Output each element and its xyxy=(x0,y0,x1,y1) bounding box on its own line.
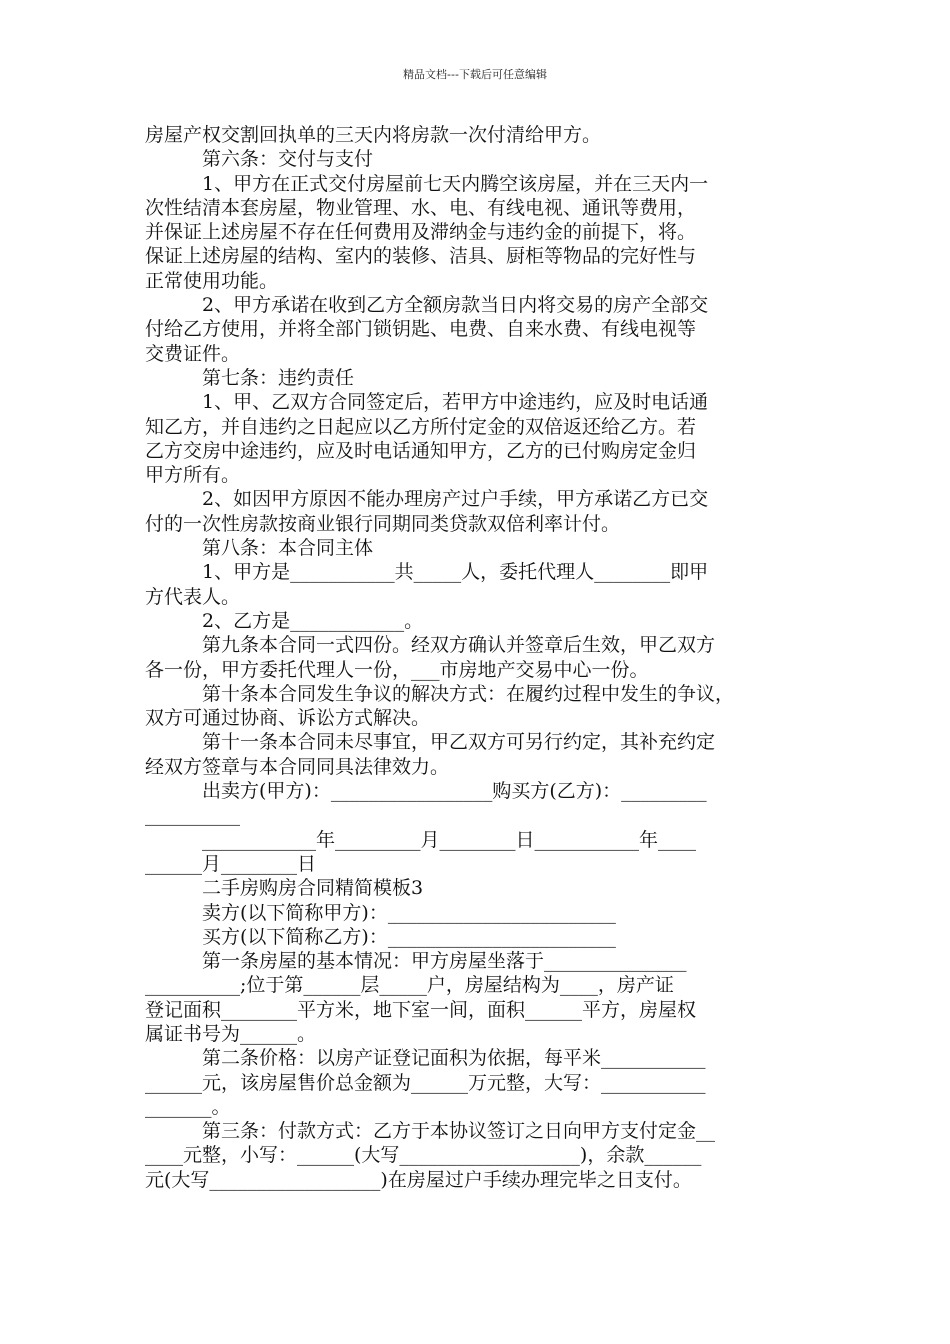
text-line: 1、甲方在正式交付房屋前七天内腾空该房屋，并在三天内一 xyxy=(202,172,709,195)
document-body xyxy=(145,123,810,1192)
text-line: 2、如因甲方原因不能办理房产过户手续，甲方承诺乙方已交 xyxy=(202,488,709,511)
text-line: 属证书号为______。 xyxy=(145,1022,317,1045)
text-line: 正常使用功能。 xyxy=(145,269,279,292)
text-line: ______元，该房屋售价总金额为______万元整，大写：___________ xyxy=(145,1071,706,1094)
text-line: ______月________日 xyxy=(145,852,317,875)
text-line: 1、甲、乙双方合同签定后，若甲方中途违约，应及时电话通 xyxy=(202,391,709,414)
text-line: ____元整，小写：______(大写___________________)，余款______ xyxy=(145,1144,702,1167)
text-line: 第十一条本合同未尽事宜，甲乙双方可另行约定，其补充约定 xyxy=(202,731,716,754)
text-line: 第十条本合同发生争议的解决方式：在履约过程中发生的争议， xyxy=(202,682,735,705)
text-line: 经双方签章与本合同同具法律效力。 xyxy=(145,755,450,778)
text-line: 买方(以下简称乙方)：________________________ xyxy=(202,925,616,948)
text-line: 次性结清本套房屋，物业管理、水、电、有线电视、通讯等费用， xyxy=(145,196,697,219)
text-line: 第三条：付款方式：乙方于本协议签订之日向甲方支付定金__ xyxy=(202,1120,716,1143)
text-line: 第一条房屋的基本情况：甲方房屋坐落于_______________ xyxy=(202,950,687,973)
text-line: 保证上述房屋的结构、室内的装修、洁具、厨柜等物品的完好性与 xyxy=(145,245,697,268)
text-line: 第七条：违约责任 xyxy=(202,366,355,389)
text-line: 出卖方(甲方)：_________________购买方(乙方)：_________ xyxy=(202,780,707,803)
text-line: 双方可通过协商、诉讼方式解决。 xyxy=(145,707,431,730)
text-line: 二手房购房合同精简模板3 xyxy=(202,877,424,900)
text-line: 第九条本合同一式四份。经双方确认并签章后生效，甲乙双方 xyxy=(202,634,716,657)
text-line: ____________年_________月________日___________年____ xyxy=(202,828,697,851)
text-line: 2、乙方是____________。 xyxy=(202,609,424,632)
text-line: _______。 xyxy=(145,1095,231,1118)
text-line: __________ xyxy=(145,804,240,827)
text-line: 第二条价格：以房产证登记面积为依据，每平米___________ xyxy=(202,1047,706,1070)
text-line: 登记面积________平方米，地下室一间，面积______平方，房屋权 xyxy=(145,998,697,1021)
text-line: 房屋产权交割回执单的三天内将房款一次付清给甲方。 xyxy=(145,124,602,146)
text-line: 1、甲方是___________共_____人，委托代理人________即甲 xyxy=(202,561,709,584)
text-line: 方代表人。 xyxy=(145,585,241,608)
text-line: 2、甲方承诺在收到乙方全额房款当日内将交易的房产全部交 xyxy=(202,294,709,317)
text-line: __________;位于第______层_____户，房屋结构为____，房产证 xyxy=(145,974,674,997)
text-line: 知乙方，并自违约之日起应以乙方所付定金的双倍返还给乙方。若 xyxy=(145,415,697,438)
text-line: 并保证上述房屋不存在任何费用及滞纳金与违约金的前提下，将。 xyxy=(145,221,697,244)
page-header: 精品文档---下载后可任意编辑 xyxy=(403,68,547,81)
text-line: 第八条：本合同主体 xyxy=(202,537,374,560)
text-line: 交费证件。 xyxy=(145,342,241,365)
text-line: 付的一次性房款按商业银行同期同类贷款双倍利率计付。 xyxy=(145,512,621,535)
text-line: 乙方交房中途违约，应及时电话通知甲方，乙方的已付购房定金归 xyxy=(145,439,697,462)
text-line: 甲方所有。 xyxy=(145,464,241,487)
text-line: 卖方(以下简称甲方)：________________________ xyxy=(202,901,616,924)
text-line: 付给乙方使用，并将全部门锁钥匙、电费、自来水费、有线电视等 xyxy=(145,318,697,341)
text-line: 各一份，甲方委托代理人一份，___市房地产交易中心一份。 xyxy=(145,658,649,681)
text-line: 元(大写__________________)在房屋过户手续办理完毕之日支付。 xyxy=(145,1168,692,1191)
text-line: 第六条：交付与支付 xyxy=(202,148,374,171)
